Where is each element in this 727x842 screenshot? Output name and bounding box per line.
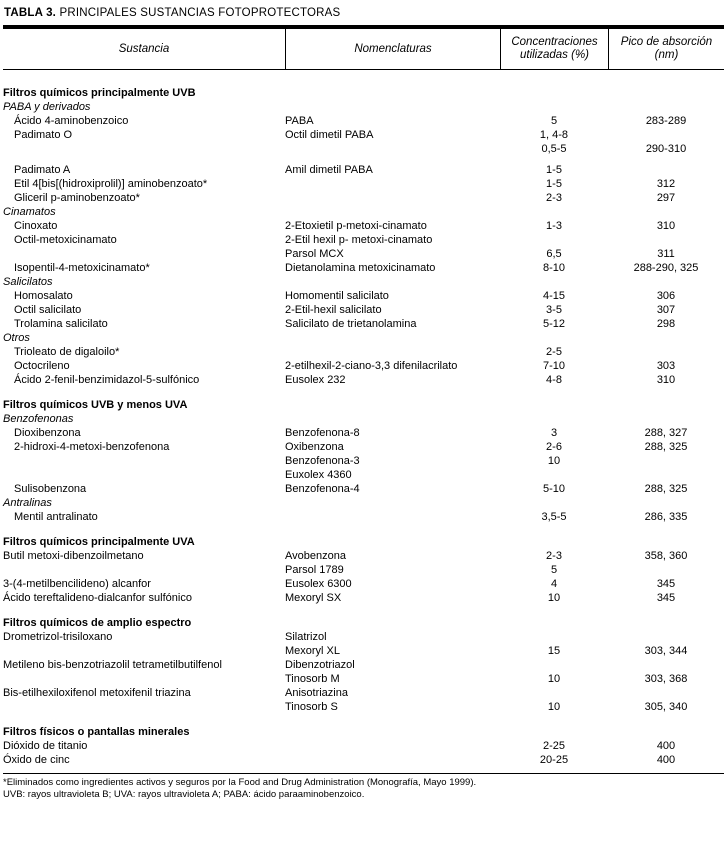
cell-pico: 303, 344	[644, 645, 688, 657]
cell-pico: 306	[656, 290, 676, 302]
cell-conc: 4-8	[546, 374, 562, 386]
table-row-subsection	[3, 412, 724, 426]
cell-pico: 310	[656, 374, 676, 386]
cell-nomenclatura	[285, 191, 500, 205]
cell-sustancia: Filtros químicos UVB y menos UVA	[3, 399, 188, 411]
cell-sustancia: Padimato O	[14, 129, 73, 141]
cell-conc	[500, 725, 608, 739]
table-row-subsection	[3, 100, 724, 114]
cell-nomenclatura: 2-Etil-hexil salicilato	[285, 304, 382, 316]
cell-sustancia: Octocrileno	[14, 360, 70, 372]
table-row-item	[3, 440, 724, 454]
cell-pico	[608, 128, 724, 142]
cell-sustancia: PABA y derivados	[3, 101, 91, 113]
table-row-subsection	[3, 205, 724, 219]
cell-pico: 358, 360	[644, 550, 688, 562]
table-row-item	[3, 630, 724, 644]
table-row-subsection	[3, 496, 724, 510]
cell-conc: 10	[547, 701, 561, 713]
cell-conc: 2-3	[546, 192, 562, 204]
cell-pico	[608, 233, 724, 247]
cell-conc: 2-6	[546, 441, 562, 453]
cell-pico: 303, 368	[644, 673, 688, 685]
cell-sustancia: Padimato A	[14, 164, 71, 176]
cell-nomenclatura	[285, 496, 500, 510]
cell-pico: 298	[656, 318, 676, 330]
cell-pico: 311	[657, 248, 675, 260]
table-row-item	[3, 233, 724, 247]
cell-nomenclatura: Benzofenona-4	[285, 483, 360, 495]
cell-sustancia: Cinamatos	[3, 206, 56, 218]
cell-nomenclatura: Eusolex 232	[285, 374, 346, 386]
table-row-item	[3, 345, 724, 359]
cell-pico	[608, 535, 724, 549]
cell-conc	[500, 658, 608, 672]
cell-conc: 2-5	[546, 346, 562, 358]
cell-sustancia: Salicilatos	[3, 276, 53, 288]
header-cell-concentraciones: Concentraciones utilizadas (%)	[500, 29, 608, 69]
cell-conc: 1-5	[546, 178, 562, 190]
cell-nomenclatura	[285, 100, 500, 114]
cell-nomenclatura	[285, 331, 500, 345]
cell-sustancia: Butil metoxi-dibenzoilmetano	[3, 550, 144, 562]
cell-pico: 288, 325	[644, 483, 688, 495]
cell-pico: 290-310	[645, 143, 687, 155]
cell-sustancia: Filtros químicos principalmente UVB	[3, 87, 196, 99]
cell-conc: 0,5-5	[541, 143, 567, 155]
cell-conc: 1-5	[546, 164, 562, 176]
cell-conc	[500, 630, 608, 644]
cell-pico: 307	[656, 304, 676, 316]
cell-sustancia: Dioxibenzona	[14, 427, 81, 439]
table-row-item	[3, 219, 724, 233]
table-title	[3, 5, 724, 25]
table-row-item	[3, 163, 724, 177]
footnotes	[3, 774, 724, 801]
cell-nomenclatura: Mexoryl XL	[285, 645, 341, 657]
table-row-item	[3, 510, 724, 524]
cell-conc	[500, 205, 608, 219]
table-row-section	[3, 714, 724, 739]
cell-nomenclatura	[285, 398, 500, 412]
cell-sustancia	[3, 672, 285, 686]
cell-conc	[500, 412, 608, 426]
cell-sustancia: Drometrizol-trisiloxano	[3, 631, 113, 643]
cell-sustancia: Filtros químicos principalmente UVA	[3, 536, 195, 548]
table-row-item	[3, 128, 724, 142]
cell-nomenclatura: Tinosorb S	[285, 701, 338, 713]
table-row-spacer	[3, 156, 724, 163]
cell-sustancia: Ácido tereftalideno-dialcanfor sulfónico	[3, 592, 192, 604]
cell-sustancia	[3, 468, 285, 482]
footnote-abbreviations: UVB: rayos ultravioleta B; UVA: rayos ultravioleta A; PABA: ácido paraaminobenzoico.	[3, 789, 365, 800]
cell-nomenclatura: Oxibenzona	[285, 441, 344, 453]
cell-sustancia: Filtros físicos o pantallas minerales	[3, 726, 190, 738]
cell-pico	[608, 205, 724, 219]
table-row-item	[3, 303, 724, 317]
cell-sustancia	[3, 142, 285, 156]
cell-nomenclatura: Octil dimetil PABA	[285, 129, 374, 141]
table-row-item	[3, 289, 724, 303]
header-cell-sustancia: Sustancia	[118, 42, 170, 55]
cell-nomenclatura: Tinosorb M	[285, 673, 340, 685]
table-row-section	[3, 605, 724, 630]
cell-sustancia	[3, 454, 285, 468]
cell-sustancia: Antralinas	[3, 497, 52, 509]
cell-conc	[500, 496, 608, 510]
cell-pico	[608, 658, 724, 672]
cell-pico	[608, 496, 724, 510]
cell-sustancia: Otros	[3, 332, 30, 344]
cell-nomenclatura	[285, 205, 500, 219]
table-row-item	[3, 644, 724, 658]
cell-pico: 345	[656, 578, 676, 590]
cell-nomenclatura	[285, 275, 500, 289]
cell-nomenclatura: Euxolex 4360	[285, 469, 352, 481]
cell-pico	[608, 616, 724, 630]
cell-pico	[608, 100, 724, 114]
cell-sustancia: Sulisobenzona	[14, 483, 87, 495]
cell-pico: 283-289	[645, 115, 687, 127]
cell-pico: 305, 340	[644, 701, 688, 713]
cell-nomenclatura	[285, 142, 500, 156]
cell-sustancia: Trioleato de digaloilo*	[14, 346, 120, 358]
cell-sustancia: Benzofenonas	[3, 413, 74, 425]
table-row-item	[3, 359, 724, 373]
cell-sustancia: Filtros químicos de amplio espectro	[3, 617, 192, 629]
cell-nomenclatura: 2-etilhexil-2-ciano-3,3 difenilacrilato	[285, 360, 458, 372]
cell-pico	[608, 725, 724, 739]
cell-conc: 4	[550, 578, 558, 590]
cell-nomenclatura	[285, 345, 500, 359]
cell-sustancia	[3, 700, 285, 714]
table-row-section	[3, 524, 724, 549]
cell-conc: 2-3	[546, 550, 562, 562]
cell-pico: 400	[656, 740, 676, 752]
cell-conc: 2-25	[542, 740, 566, 752]
cell-conc	[500, 331, 608, 345]
cell-sustancia: 3-(4-metilbencilideno) alcanfor	[3, 578, 151, 590]
cell-conc	[500, 275, 608, 289]
cell-conc: 8-10	[542, 262, 566, 274]
cell-nomenclatura: Parsol 1789	[285, 564, 344, 576]
cell-conc: 5	[550, 564, 558, 576]
cell-conc	[500, 100, 608, 114]
cell-nomenclatura: Benzofenona-3	[285, 455, 360, 467]
table-row-item	[3, 191, 724, 205]
cell-pico: 288, 327	[644, 427, 688, 439]
table-row-subsection	[3, 331, 724, 345]
cell-conc	[500, 686, 608, 700]
cell-sustancia: Metileno bis-benzotriazolil tetrametilbutilfenol	[3, 659, 222, 671]
cell-pico	[608, 412, 724, 426]
cell-nomenclatura: Dietanolamina metoxicinamato	[285, 262, 436, 274]
cell-nomenclatura	[285, 616, 500, 630]
table-body	[3, 70, 724, 767]
cell-pico	[608, 398, 724, 412]
header-cell-nomenclaturas: Nomenclaturas	[285, 29, 500, 69]
table-title-text: PRINCIPALES SUSTANCIAS FOTOPROTECTORAS	[56, 7, 341, 19]
cell-conc: 6,5	[546, 248, 562, 260]
table-row-section	[3, 387, 724, 412]
footnote-fda: *Eliminados como ingredientes activos y seguros por la Food and Drug Administration (Monografía, Mayo 1999).	[3, 777, 477, 788]
cell-nomenclatura	[285, 177, 500, 191]
cell-sustancia: Bis-etilhexiloxifenol metoxifenil triazina	[3, 687, 191, 699]
cell-nomenclatura: Parsol MCX	[285, 248, 344, 260]
cell-pico	[608, 331, 724, 345]
cell-sustancia	[3, 247, 285, 261]
cell-nomenclatura: Eusolex 6300	[285, 578, 352, 590]
cell-pico: 303	[656, 360, 676, 372]
cell-nomenclatura: Silatrizol	[285, 631, 327, 643]
cell-sustancia: Dióxido de titanio	[3, 740, 88, 752]
cell-nomenclatura: PABA	[285, 115, 314, 127]
table-row-item	[3, 468, 724, 482]
cell-nomenclatura	[285, 739, 500, 753]
cell-conc: 5-12	[542, 318, 566, 330]
cell-nomenclatura	[285, 412, 500, 426]
cell-pico	[608, 275, 724, 289]
cell-conc: 5	[550, 115, 558, 127]
cell-sustancia: Octil-metoxicinamato	[14, 234, 117, 246]
cell-nomenclatura	[285, 535, 500, 549]
table-row-item	[3, 373, 724, 387]
cell-pico	[608, 86, 724, 100]
cell-conc: 10	[547, 455, 561, 467]
table-row-item	[3, 658, 724, 672]
table-header-row	[3, 29, 724, 70]
cell-sustancia: Trolamina salicilato	[14, 318, 108, 330]
cell-sustancia	[3, 563, 285, 577]
cell-nomenclatura: Anisotriazina	[285, 687, 348, 699]
table-row-item	[3, 577, 724, 591]
table-row-item	[3, 142, 724, 156]
table-row-item	[3, 317, 724, 331]
table-row-item	[3, 177, 724, 191]
cell-sustancia: 2-hidroxi-4-metoxi-benzofenona	[14, 441, 170, 453]
cell-nomenclatura: Mexoryl SX	[285, 592, 342, 604]
cell-sustancia: Cinoxato	[14, 220, 58, 232]
cell-conc: 3-5	[546, 304, 562, 316]
cell-sustancia: Gliceril p-aminobenzoato*	[14, 192, 140, 204]
table-row-item	[3, 591, 724, 605]
cell-conc: 7-10	[542, 360, 566, 372]
cell-conc	[500, 616, 608, 630]
cell-sustancia: Octil salicilato	[14, 304, 82, 316]
header-cell-pico: Pico de absorción (nm)	[608, 29, 724, 69]
cell-pico	[608, 345, 724, 359]
cell-pico: 345	[656, 592, 676, 604]
table-row-item	[3, 247, 724, 261]
cell-conc: 15	[547, 645, 561, 657]
cell-nomenclatura	[285, 753, 500, 767]
cell-sustancia	[3, 644, 285, 658]
cell-conc: 1-3	[546, 220, 562, 232]
cell-pico	[608, 686, 724, 700]
cell-nomenclatura: 2-Etil hexil p- metoxi-cinamato	[285, 234, 433, 246]
cell-sustancia: Óxido de cinc	[3, 754, 70, 766]
cell-pico	[608, 468, 724, 482]
cell-conc: 20-25	[539, 754, 569, 766]
cell-pico: 288, 325	[644, 441, 688, 453]
cell-nomenclatura	[285, 725, 500, 739]
table-title-number: TABLA 3.	[4, 7, 57, 19]
table-row-item	[3, 753, 724, 767]
cell-pico: 288-290, 325	[633, 262, 699, 274]
cell-conc	[500, 535, 608, 549]
cell-sustancia: Homosalato	[14, 290, 73, 302]
table-row-item	[3, 549, 724, 563]
cell-pico: 286, 335	[644, 511, 688, 523]
cell-conc	[500, 398, 608, 412]
cell-conc: 10	[547, 673, 561, 685]
table-row-item	[3, 563, 724, 577]
cell-nomenclatura: Dibenzotriazol	[285, 659, 355, 671]
cell-conc	[500, 233, 608, 247]
cell-sustancia: Mentil antralinato	[14, 511, 98, 523]
table-row-item	[3, 261, 724, 275]
table-row-item	[3, 700, 724, 714]
cell-conc: 5-10	[542, 483, 566, 495]
table-row-item	[3, 672, 724, 686]
cell-conc: 4-15	[542, 290, 566, 302]
cell-pico	[608, 163, 724, 177]
table-row-item	[3, 454, 724, 468]
cell-conc: 3,5-5	[541, 511, 567, 523]
cell-conc	[500, 468, 608, 482]
cell-nomenclatura: Benzofenona-8	[285, 427, 360, 439]
table-row-item	[3, 686, 724, 700]
cell-conc: 3	[550, 427, 558, 439]
cell-nomenclatura: Homomentil salicilato	[285, 290, 389, 302]
table-row-item	[3, 482, 724, 496]
cell-conc: 10	[547, 592, 561, 604]
cell-conc	[500, 86, 608, 100]
table-row-item	[3, 426, 724, 440]
cell-pico: 312	[656, 178, 676, 190]
cell-nomenclatura: Avobenzona	[285, 550, 346, 562]
cell-sustancia: Etil 4[bis[(hidroxiprolil)] aminobenzoato*	[14, 178, 208, 190]
table-row-item	[3, 739, 724, 753]
cell-nomenclatura: Salicilato de trietanolamina	[285, 318, 417, 330]
cell-pico	[608, 563, 724, 577]
cell-pico: 297	[656, 192, 676, 204]
cell-pico	[608, 630, 724, 644]
cell-nomenclatura	[285, 510, 500, 524]
cell-sustancia: Isopentil-4-metoxicinamato*	[14, 262, 150, 274]
table-row-subsection	[3, 275, 724, 289]
cell-nomenclatura: Amil dimetil PABA	[285, 164, 373, 176]
table-row-item	[3, 114, 724, 128]
cell-pico: 400	[656, 754, 676, 766]
cell-conc: 1, 4-8	[539, 129, 569, 141]
cell-nomenclatura	[285, 86, 500, 100]
cell-nomenclatura: 2-Etoxietil p-metoxi-cinamato	[285, 220, 427, 232]
cell-sustancia: Ácido 4-aminobenzoico	[14, 115, 129, 127]
table-row-section	[3, 75, 724, 100]
cell-pico	[608, 454, 724, 468]
cell-sustancia: Ácido 2-fenil-benzimidazol-5-sulfónico	[14, 374, 200, 386]
cell-pico: 310	[656, 220, 676, 232]
